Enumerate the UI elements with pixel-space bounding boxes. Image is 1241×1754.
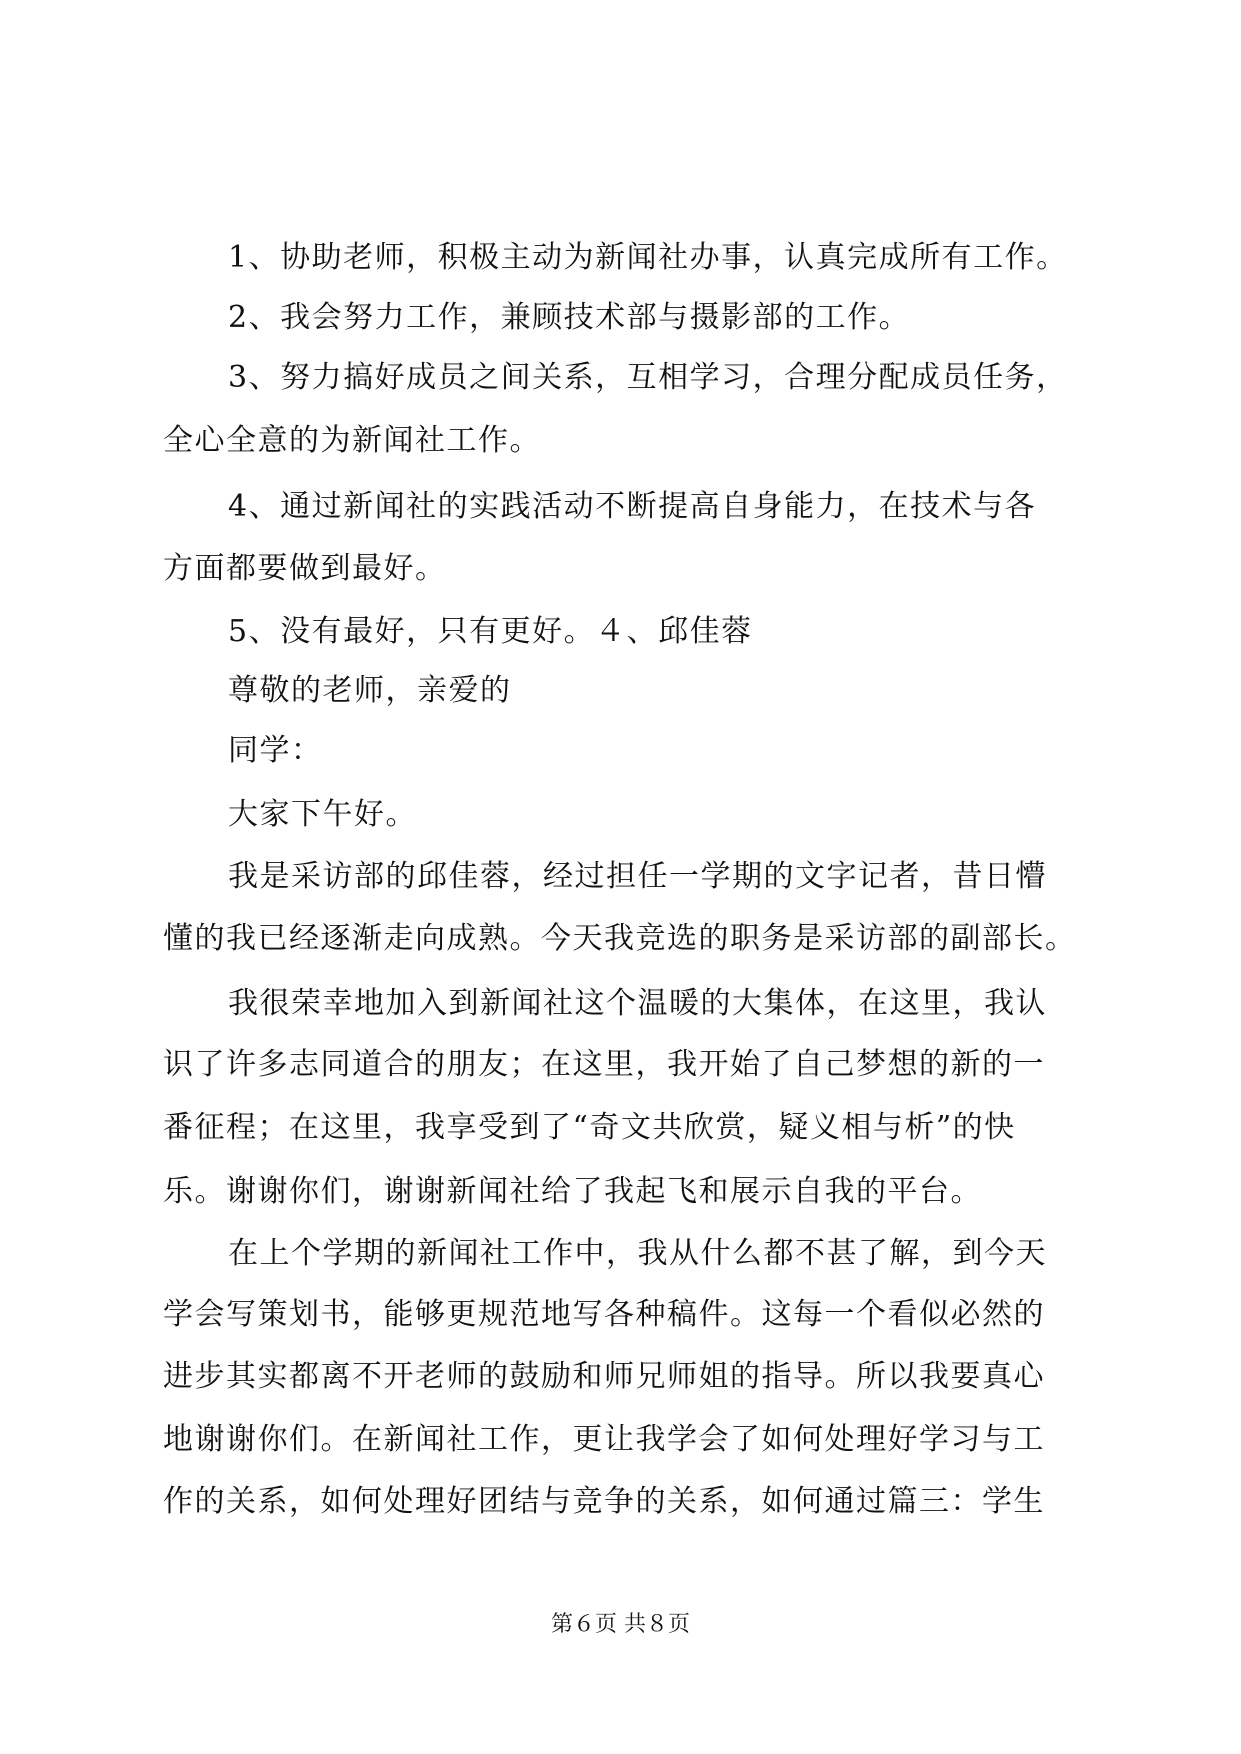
text-line: 懂的我已经逐渐走向成熟。今天我竞选的职务是采访部的副部长。 [163,921,1077,956]
text-line: 尊敬的老师，亲爱的 [228,673,512,708]
text-line: 4、通过新闻社的实践活动不断提高自身能力，在技术与各 [228,489,1037,524]
text-line: 地谢谢你们。在新闻社工作，更让我学会了如何处理好学习与工 [163,1422,1045,1457]
text-line: 作的关系，如何处理好团结与竞争的关系，如何通过篇三：学生 [163,1484,1045,1519]
text-line: 2、我会努力工作，兼顾技术部与摄影部的工作。 [228,300,911,335]
page-number-footer: 第６页 共８页 [551,1612,690,1637]
text-line: 我是采访部的邱佳蓉，经过担任一学期的文字记者，昔日懵 [228,859,1047,894]
text-line: 1、协助老师，积极主动为新闻社办事，认真完成所有工作。 [228,240,1068,275]
text-line: 番征程；在这里，我享受到了“奇文共欣赏，疑义相与析”的快 [163,1110,1016,1145]
text-line: 进步其实都离不开老师的鼓励和师兄师姐的指导。所以我要真心 [163,1359,1045,1394]
text-line: 识了许多志同道合的朋友；在这里，我开始了自己梦想的新的一 [163,1047,1045,1082]
text-line: 学会写策划书，能够更规范地写各种稿件。这每一个看似必然的 [163,1297,1045,1332]
text-line: 大家下午好。 [228,797,417,832]
text-line: 全心全意的为新闻社工作。 [163,423,541,458]
text-line: 同学： [228,733,323,768]
text-line: 我很荣幸地加入到新闻社这个温暖的大集体，在这里，我认 [228,986,1047,1021]
text-line: 在上个学期的新闻社工作中，我从什么都不甚了解，到今天 [228,1236,1047,1271]
text-line: 乐。谢谢你们，谢谢新闻社给了我起飞和展示自我的平台。 [163,1174,982,1209]
text-line: 5、没有最好，只有更好。４、邱佳蓉 [228,614,753,649]
text-line: 3、努力搞好成员之间关系，互相学习，合理分配成员任务， [228,360,1068,395]
text-line: 方面都要做到最好。 [163,551,447,586]
